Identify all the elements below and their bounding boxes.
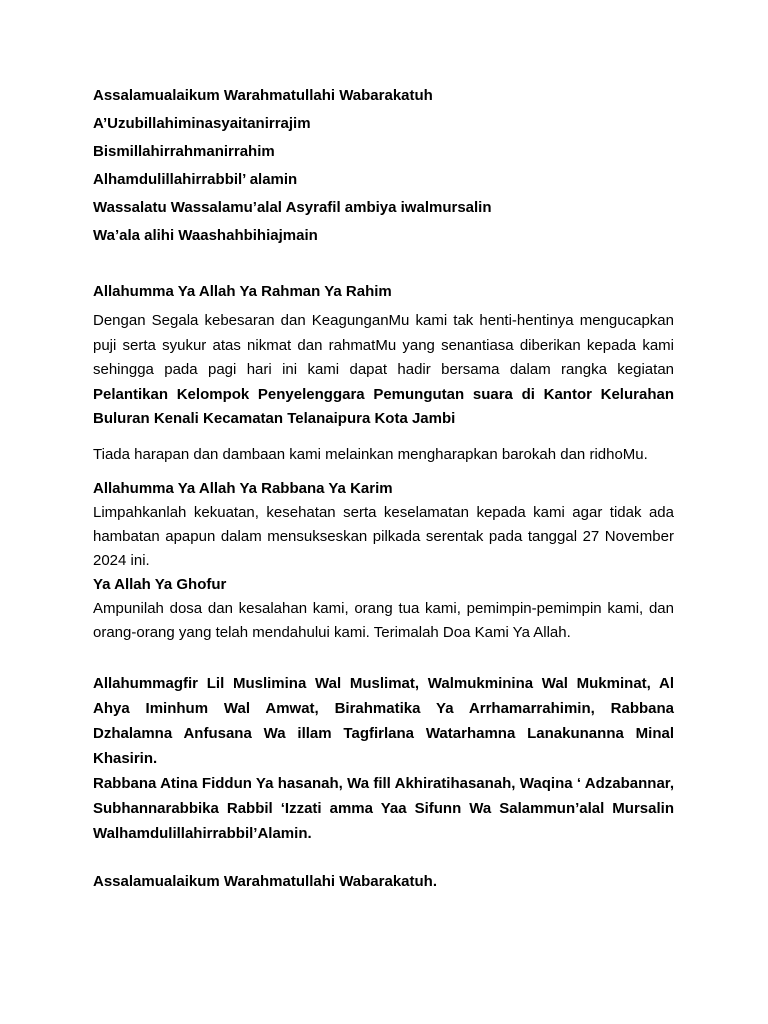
closing-prayer xyxy=(93,671,674,846)
section-3 xyxy=(93,573,674,645)
closing-prayer-paragraph-1: Allahummagfir Lil Muslimina Wal Muslimat, Walmukminina Wal Mukminat, Al Ahya Iminhum Wal Amwat, Birahmatika Ya Arrhamarrahimin, Rabbana Dzhalamna Anfusana Wa illam Tagfirlana Watarhamna Lanakunanna Minal Khasirin. xyxy=(93,675,674,767)
section-3-heading: Ya Allah Ya Ghofur xyxy=(93,576,227,593)
event-name: Pelantikan Kelompok Penyelenggara Pemungutan suara di Kantor Kelurahan Buluran Kenali Kecamatan Telanaipura Kota Jambi xyxy=(93,385,674,427)
closing-prayer-paragraph-2: Rabbana Atina Fiddun Ya hasanah, Wa fill Akhiratihasanah, Waqina ‘ Adzabannar, Subhannarabbika Rabbil ‘Izzati amma Yaa Sifunn Wa Salammun’alal Mursalin Walhamdulillahirrabbil’Alamin. xyxy=(93,775,674,842)
shalawat-line: Wassalatu Wassalamu’alal Asyrafil ambiya iwalmursalin xyxy=(93,199,492,216)
greeting-line: Assalamualaikum Warahmatullahi Wabarakatuh xyxy=(93,87,433,104)
document-page xyxy=(93,85,674,899)
section-3-paragraph: Ampunilah dosa dan kesalahan kami, orang tua kami, pemimpin-pemimpin kami, dan orang-orang yang telah mendahului kami. Terimalah Doa Kami Ya Allah. xyxy=(93,600,674,641)
section-2-heading: Allahumma Ya Allah Ya Rabbana Ya Karim xyxy=(93,480,393,497)
hamdalah-line: Alhamdulillahirrabbil’ alamin xyxy=(93,171,298,188)
basmalah-line: Bismillahirrahmanirrahim xyxy=(93,143,275,160)
section-2 xyxy=(93,477,674,573)
opening-block xyxy=(93,85,674,253)
section-2-paragraph: Limpahkanlah kekuatan, kesehatan serta keselamatan kepada kami agar tidak ada hambatan apapun dalam mensukseskan pilkada serentak pada tanggal 27 November 2024 ini. xyxy=(93,504,674,569)
section-1-text: Dengan Segala kebesaran dan KeagunganMu kami tak henti-hentinya mengucapkan puji serta syukur atas nikmat dan rahmatMu yang senantiasa diberikan kepada kami sehingga pada pagi hari ini kami dapat hadir bersama dalam rangka kegiatan xyxy=(93,312,674,378)
section-1 xyxy=(93,281,674,467)
section-1-heading: Allahumma Ya Allah Ya Rahman Ya Rahim xyxy=(93,283,392,300)
shalawat-family-line: Wa’ala alihi Waashahbihiajmain xyxy=(93,227,318,244)
taawudz-line: A’Uzubillahiminasyaitanirrajim xyxy=(93,115,311,132)
spacer xyxy=(93,846,674,871)
closing-greeting: Assalamualaikum Warahmatullahi Wabarakatuh. xyxy=(93,873,437,890)
spacer xyxy=(93,645,674,671)
spacer xyxy=(93,253,674,281)
section-1-paragraph xyxy=(93,309,674,432)
hope-paragraph: Tiada harapan dan dambaan kami melainkan mengharapkan barokah dan ridhoMu. xyxy=(93,445,648,463)
